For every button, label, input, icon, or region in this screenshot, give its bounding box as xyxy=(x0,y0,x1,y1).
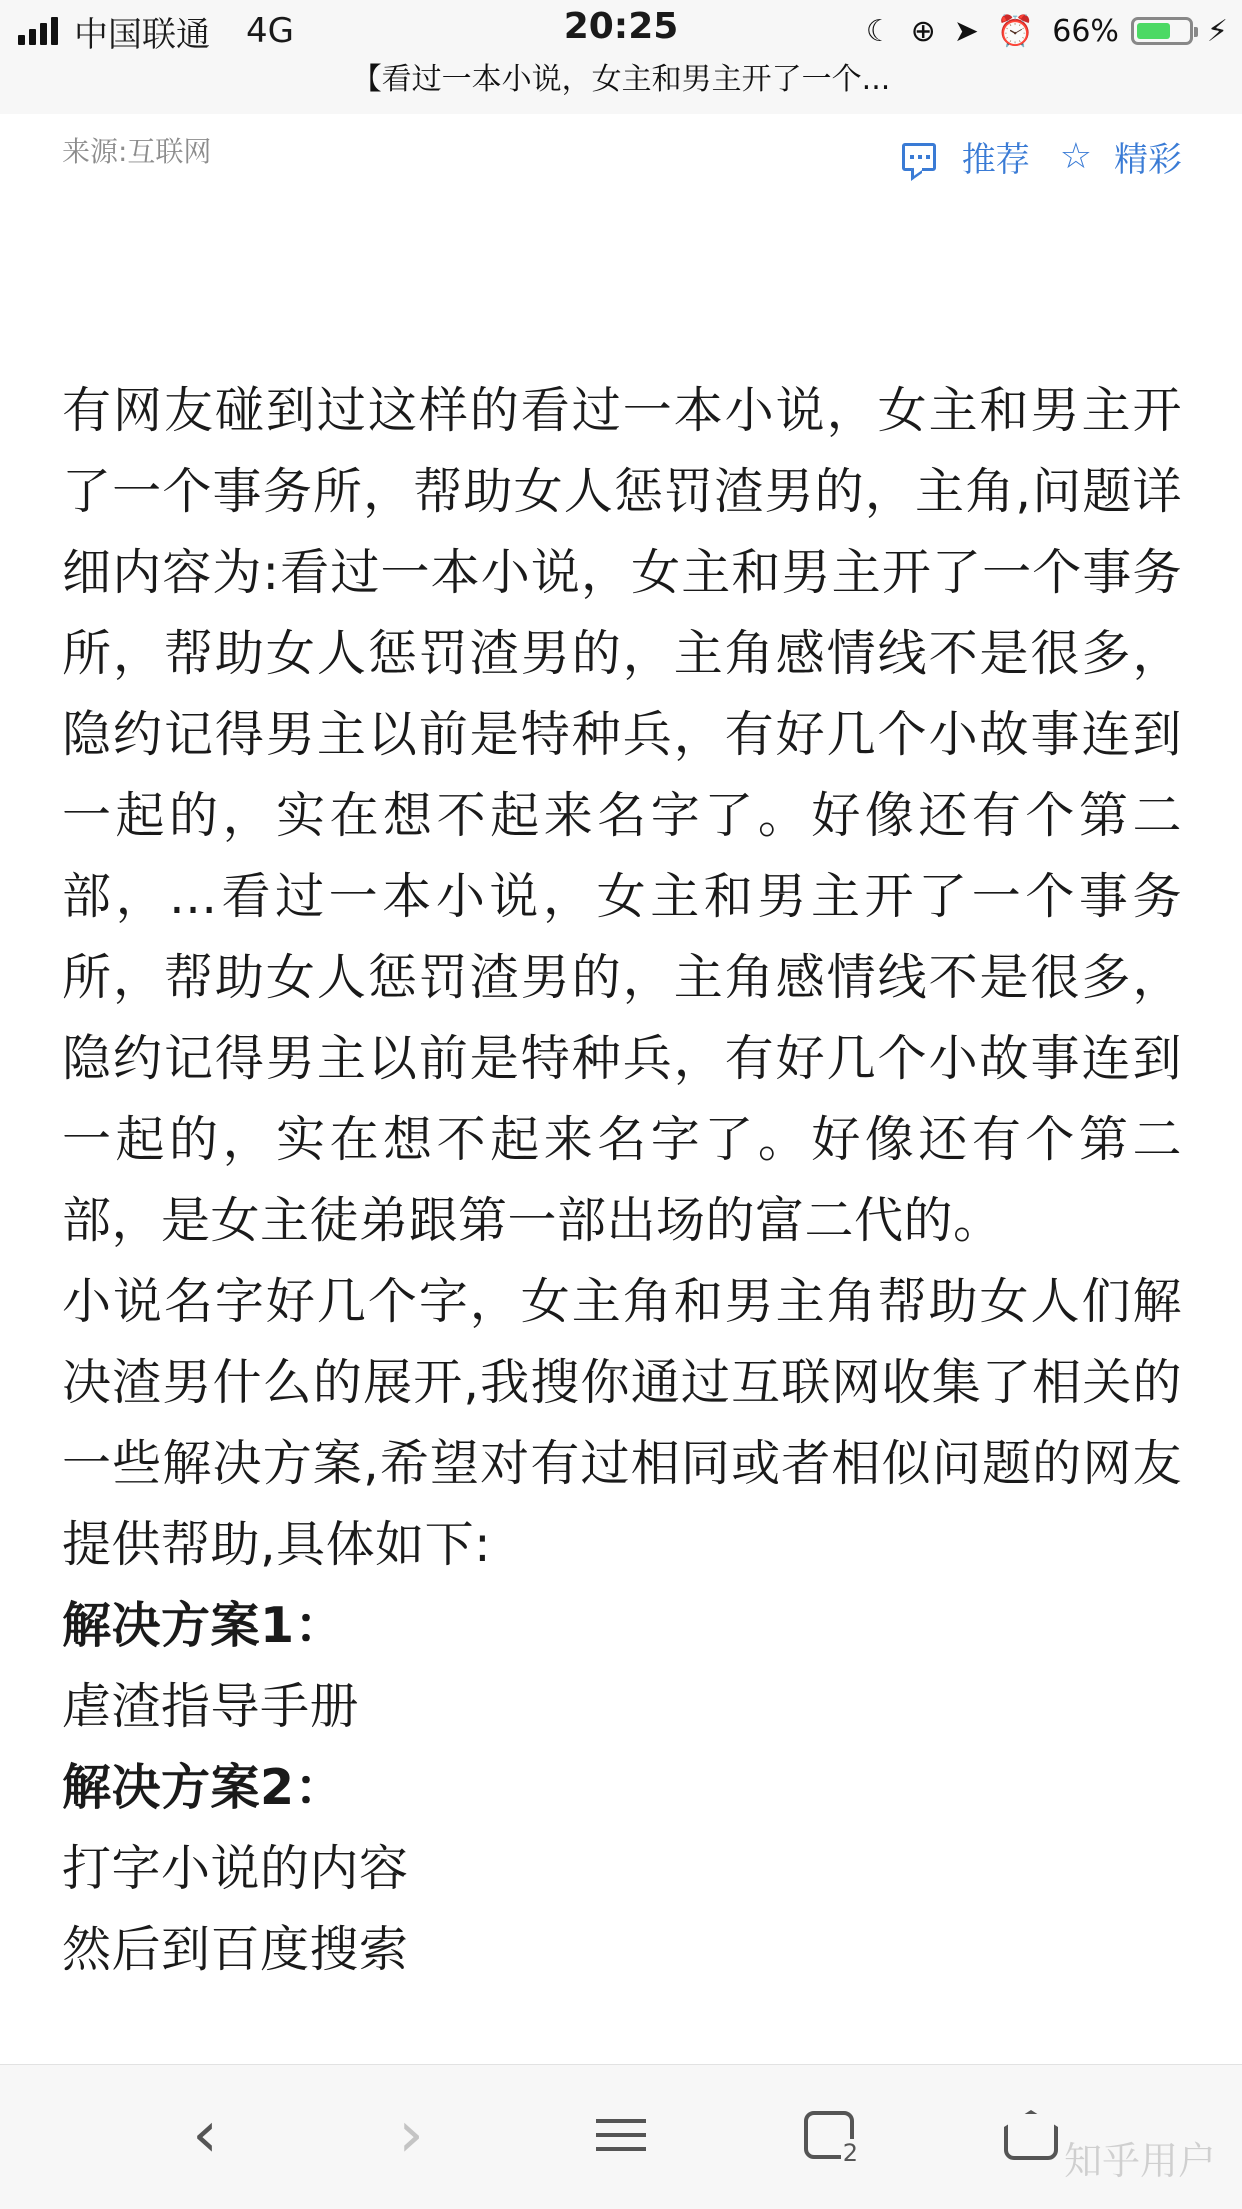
battery-fill xyxy=(1137,23,1170,39)
comment-icon[interactable] xyxy=(902,143,936,171)
carrier-name: 中国联通 xyxy=(74,14,210,55)
moon-icon: ☾ xyxy=(865,13,893,49)
solution-2-heading: 解决方案2： xyxy=(62,1759,345,1816)
recommend-link[interactable]: 推荐 xyxy=(961,140,1030,180)
menu-button[interactable] xyxy=(576,2095,666,2175)
home-icon xyxy=(1004,2110,1058,2160)
solution-1-text: 虐渣指导手册 xyxy=(62,1678,360,1735)
forward-arrow-icon: › xyxy=(398,2098,424,2172)
solution-1-heading: 解决方案1： xyxy=(62,1597,345,1654)
browser-toolbar xyxy=(0,2064,1242,2209)
page-title: 【看过一本小说，女主和男主开了一个... xyxy=(351,62,891,97)
article-meta xyxy=(0,114,1242,234)
meta-actions xyxy=(902,132,1182,181)
battery-percent: 66% xyxy=(1052,13,1119,49)
solution-2-line-1: 打字小说的内容 xyxy=(62,1840,409,1897)
home-button[interactable] xyxy=(986,2095,1076,2175)
location-arrow-icon: ➤ xyxy=(953,13,979,49)
tabs-button[interactable] xyxy=(784,2095,874,2175)
battery-icon xyxy=(1131,17,1193,45)
solution-2-line-2: 然后到百度搜索 xyxy=(62,1921,409,1978)
page-title-bar[interactable] xyxy=(0,62,1242,114)
rotation-lock-icon: ⊕ xyxy=(910,13,936,49)
alarm-clock-icon: ⏰ xyxy=(996,13,1035,49)
article-paragraph-1: 有网友碰到过这样的看过一本小说，女主和男主开了一个事务所，帮助女人惩罚渣男的，主角,问题详细内容为:看过一本小说，女主和男主开了一个事务所，帮助女人惩罚渣男的，主角感情线不是很多，隐约记得男主以前是特种兵，有好几个小故事连到一起的，实在想不起来名字了。好像还有个第二部，...看过一本小说，女主和男主开了一个事务所，帮助女人惩罚渣男的，主角感情线不是很多，隐约记得男主以前是特种兵，有好几个小故事连到一起的，实在想不起来名字了。好像还有个第二部，是女主徒弟跟第一部出场的富二代的。 xyxy=(62,382,1182,1249)
watermark: 知乎用户 xyxy=(1063,2139,1216,2183)
status-bar xyxy=(0,0,1242,62)
back-button[interactable] xyxy=(160,2095,250,2175)
menu-icon xyxy=(596,2109,646,2161)
featured-link[interactable]: 精彩 xyxy=(1114,140,1182,180)
back-arrow-icon: ‹ xyxy=(192,2098,218,2172)
source-label: 来源:互联网 xyxy=(62,135,212,168)
article-paragraph-2: 小说名字好几个字，女主角和男主角帮助女人们解决渣男什么的展开,我搜你通过互联网收集了相关的一些解决方案,希望对有过相同或者相似问题的网友提供帮助,具体如下: xyxy=(62,1273,1182,1573)
status-bar-right xyxy=(848,8,1228,54)
status-time: 20:25 xyxy=(563,6,679,47)
charging-bolt-icon: ⚡ xyxy=(1206,13,1228,49)
tabs-icon xyxy=(804,2111,858,2167)
tabs-count: 2 xyxy=(842,2139,858,2167)
article-body xyxy=(62,370,1182,1990)
star-icon[interactable]: ☆ xyxy=(1059,136,1092,177)
network-type: 4G xyxy=(246,11,294,51)
forward-button[interactable] xyxy=(366,2095,456,2175)
